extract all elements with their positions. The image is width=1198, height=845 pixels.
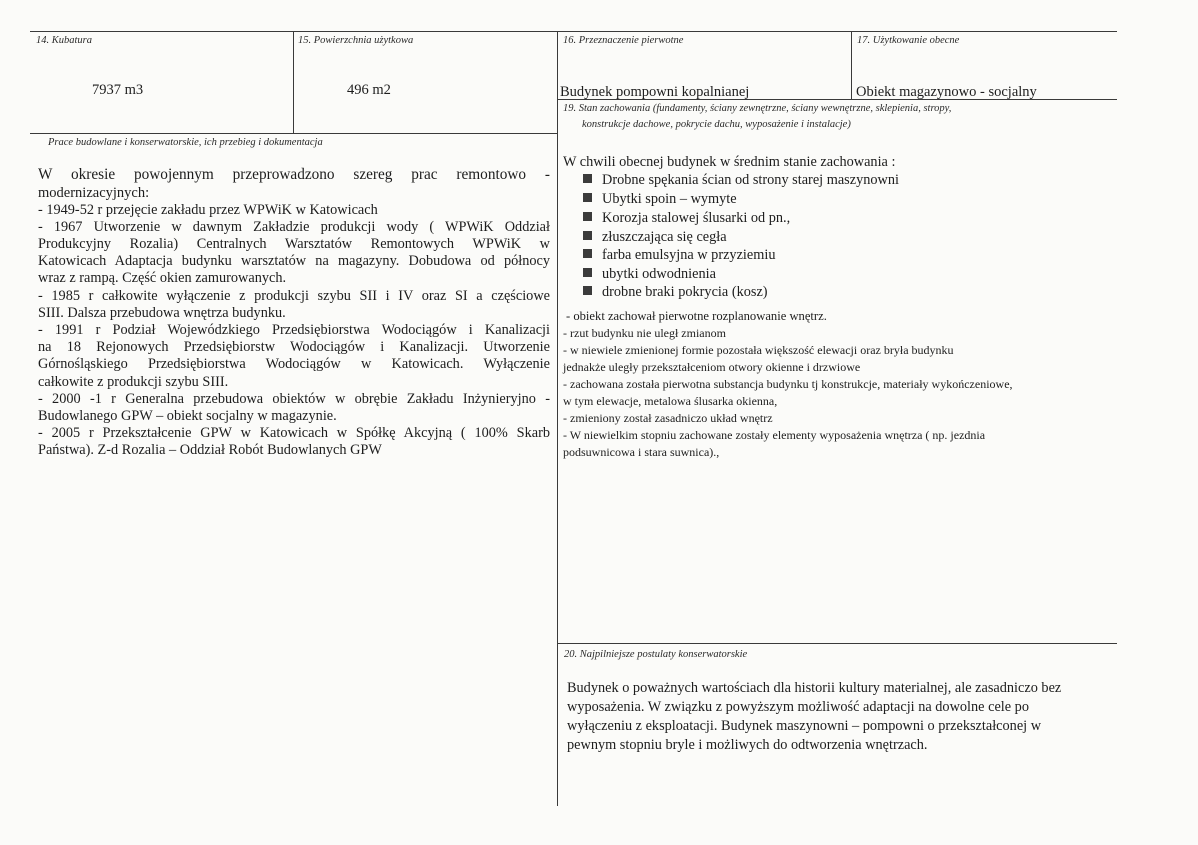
field-15-value: 496 m2	[347, 82, 391, 98]
postulates-line: wyłączeniu z eksploatacji. Budynek maszynowni – pompowni o przekształconej w	[567, 718, 1042, 734]
works-section-label: Prace budowlane i konserwatorskie, ich przebieg i dokumentacja	[48, 137, 323, 148]
square-bullet-icon	[583, 231, 592, 240]
condition-note: jednakże uległy przekształceniom otwory okienne i drzwiowe	[563, 360, 861, 374]
condition-note: - zachowana została pierwotna substancja budynku tj konstrukcje, materiały wykończeniowe,	[563, 377, 1013, 391]
condition-note: - rzut budynku nie uległ zmianom	[563, 326, 726, 340]
works-line: modernizacyjnych:	[38, 184, 150, 201]
works-line: - 2005 r Przekształcenie GPW w Katowicach w Spółkę Akcyjną ( 100% Skarb	[38, 425, 550, 442]
condition-note: - w niewiele zmienionej formie pozostała większość elewacji oraz bryła budynku	[563, 343, 954, 357]
works-line: całkowite z produkcji szybu SIII.	[38, 373, 229, 390]
condition-bullet: Drobne spękania ścian od strony starej maszynowni	[583, 172, 899, 189]
postulates-line: wyposażenia. W związku z powyższym możliwość adaptacji na dowolne cele po	[567, 699, 1029, 715]
square-bullet-icon	[583, 268, 592, 277]
condition-bullet: farba emulsyjna w przyziemiu	[583, 247, 775, 264]
field-14-label: 14. Kubatura	[36, 35, 93, 46]
divider-16-17	[851, 31, 852, 99]
condition-note: w tym elewacje, metalowa ślusarka okienna,	[563, 394, 778, 408]
works-line: W okresie powojennym przeprowadzono szereg prac remontowo -	[38, 166, 550, 183]
condition-bullet: ubytki odwodnienia	[583, 266, 716, 283]
condition-note: - zmieniony został zasadniczo układ wnętrz	[563, 411, 773, 425]
works-line: na 18 Rejonowych Przedsiębiorstw Wodociągów i Kanalizacji. Utworzenie	[38, 339, 550, 356]
works-line: Budowlanego GPW – obiekt socjalny w magazynie.	[38, 407, 337, 424]
condition-section-label-cont: konstrukcje dachowe, pokrycie dachu, wyposażenie i instalacje)	[582, 119, 851, 130]
field-17-label: 17. Użytkowanie obecne	[857, 35, 960, 46]
field-16-label: 16. Przeznaczenie pierwotne	[563, 35, 684, 46]
square-bullet-icon	[583, 174, 592, 183]
field-16-value: Budynek pompowni kopalnianej	[560, 84, 750, 100]
works-line: Produkcyjny Rozalia) Centralnych Warsztatów Remontowych WPWiK w	[38, 235, 550, 252]
postulates-section-label: 20. Najpilniejsze postulaty konserwatorskie	[564, 649, 748, 660]
square-bullet-icon	[583, 249, 592, 258]
works-line: - 1949-52 r przejęcie zakładu przez WPWiK w Katowicach	[38, 201, 378, 218]
works-line: Katowicach Adaptacja budynku warsztatów na magazyny. Dobudowa od północy	[38, 253, 550, 270]
works-line: SIII. Dalsza przebudowa wnętrza budynku.	[38, 304, 286, 321]
condition-note: podsuwnicowa i stara suwnica).,	[563, 445, 720, 459]
condition-bullet: złuszczająca się cegła	[583, 229, 727, 246]
postulates-line: Budynek o poważnych wartościach dla historii kultury materialnej, ale zasadniczo bez	[567, 680, 1062, 696]
works-line: - 2000 -1 r Generalna przebudowa obiektów w obrębie Zakładu Inżynieryjno -	[38, 390, 550, 407]
condition-note: - obiekt zachował pierwotne rozplanowanie wnętrz.	[566, 309, 827, 323]
works-line: - 1991 r Podział Wojewódzkiego Przedsiębiorstwa Wodociągów i Kanalizacji	[38, 321, 550, 338]
square-bullet-icon	[583, 193, 592, 202]
section-19-20-divider	[557, 643, 1117, 644]
square-bullet-icon	[583, 286, 592, 295]
works-line: Państwa). Z-d Rozalia – Oddział Robót Budowlanych GPW	[38, 442, 382, 459]
condition-bullet: Korozja stalowej ślusarki od pn.,	[583, 210, 790, 227]
condition-section-label: 19. Stan zachowania (fundamenty, ściany zewnętrzne, ściany wewnętrzne, sklepienia, stropy,	[563, 103, 952, 114]
works-section-text	[38, 166, 550, 460]
works-line: - 1967 Utworzenie w dawnym Zakładzie produkcji wody ( WPWiK Oddział	[38, 218, 550, 235]
condition-note: - W niewielkim stopniu zachowane zostały elementy wyposażenia wnętrza ( np. jezdnia	[563, 428, 986, 442]
divider-14-15	[293, 31, 294, 133]
postulates-line: pewnym stopniu bryle i możliwych do odtworzenia wnętrzach.	[567, 737, 928, 753]
field-14-value: 7937 m3	[92, 82, 144, 98]
row-divider-left	[30, 133, 557, 134]
field-15-label: 15. Powierzchnia użytkowa	[298, 35, 414, 46]
condition-intro: W chwili obecnej budynek w średnim stanie zachowania :	[563, 154, 896, 170]
field-17-value: Obiekt magazynowo - socjalny	[856, 84, 1037, 100]
condition-bullet: drobne braki pokrycia (kosz)	[583, 284, 768, 301]
works-line: Górnośląskiego Przedsiębiorstwa Wodociągów w Katowicach. Wyłączenie	[38, 356, 550, 373]
main-column-divider	[557, 31, 558, 806]
works-line: - 1985 r całkowite wyłączenie z produkcji szybu SII i IV oraz SI a częściowe	[38, 287, 550, 304]
top-border-right	[557, 31, 1117, 32]
condition-bullet: Ubytki spoin – wymyte	[583, 191, 737, 208]
square-bullet-icon	[583, 212, 592, 221]
works-line: wraz z rampą. Część okien zamurowanych.	[38, 270, 287, 287]
